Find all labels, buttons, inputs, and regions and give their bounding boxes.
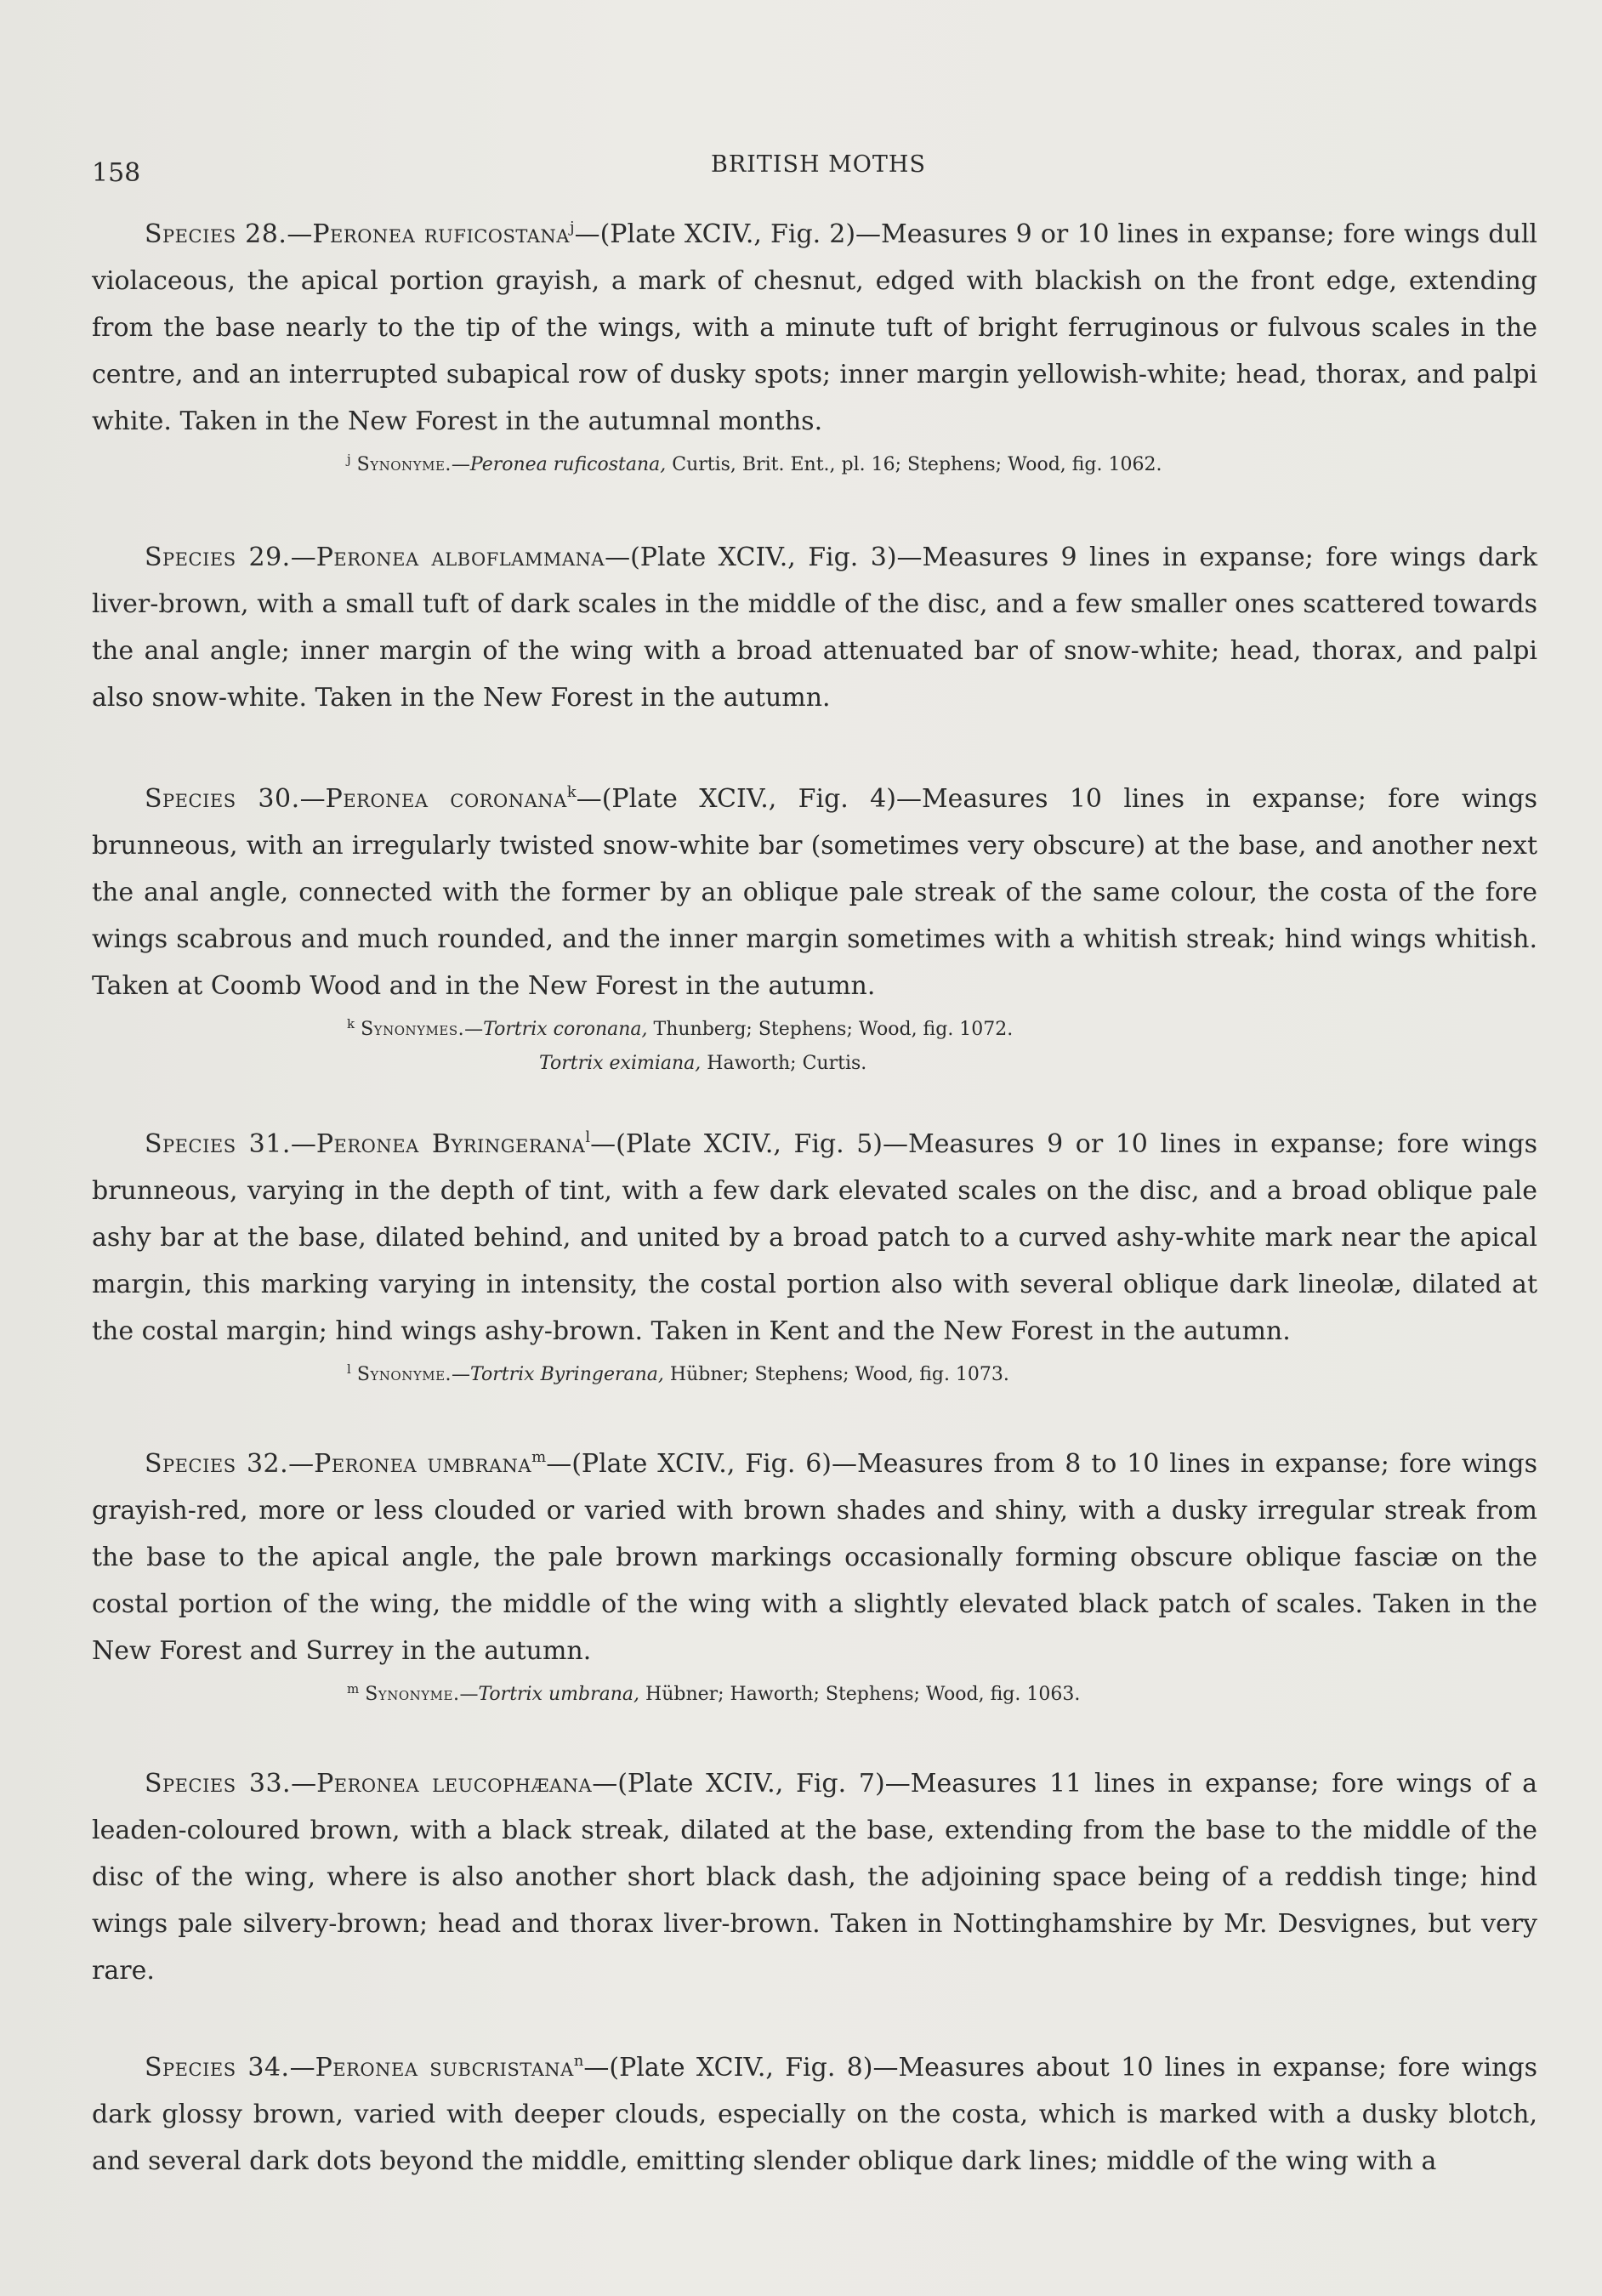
footnote-synonym: Tortrix Byringerana,	[470, 1364, 664, 1385]
species-name: Peronea alboflammana	[315, 543, 605, 572]
dash: —	[287, 219, 313, 249]
footnote	[92, 1358, 1537, 1392]
footnote-label: Synonyme.	[356, 454, 452, 475]
species-description: —Measures 10 lines in expanse; fore wings brunneous, with an irregularly twisted snow-white bar (sometimes very obscure) at the base, and another next the anal angle, connected with the former by an oblique pale streak of the same colour, the costa of the fore wings scabrous and much rounded, and the inner margin sometimes with a whitish streak; hind wings whitish. Taken at Coomb Wood and in the New Forest in the autumn.	[92, 784, 1538, 1001]
footnote-ref: k	[566, 783, 577, 801]
species-paragraph	[92, 776, 1537, 1009]
plate-reference: —(Plate XCIV., Fig. 3)	[605, 543, 897, 572]
plate-reference: —(Plate XCIV., Fig. 4)	[576, 784, 896, 814]
dash: —	[288, 1449, 315, 1479]
footnote-citation: Thunberg; Stephens; Wood, fig. 1072.	[647, 1019, 1014, 1040]
species-name: Peronea umbrana	[314, 1449, 532, 1479]
species-paragraph	[92, 2044, 1537, 2185]
species-entry-33	[92, 1760, 1537, 1994]
footnote-synonym: Tortrix coronana,	[483, 1019, 648, 1040]
species-paragraph	[92, 1121, 1537, 1355]
species-entry-28	[92, 211, 1537, 482]
species-entry-31	[92, 1121, 1537, 1392]
footnote-citation: Curtis, Brit. Ent., pl. 16; Stephens; Wood, fig. 1062.	[666, 454, 1162, 475]
dash: —	[290, 1129, 316, 1159]
dash: —	[289, 2053, 315, 2083]
footnote-ref: j	[569, 219, 575, 236]
species-label: Species 33.	[145, 1769, 292, 1799]
species-entry-32	[92, 1441, 1537, 1712]
footnote-ref: m	[531, 1448, 547, 1466]
footnote-dash: —	[459, 1684, 479, 1705]
footnote-dash: —	[451, 454, 470, 475]
species-description: —Measures 11 lines in expanse; fore wings of a leaden-coloured brown, with a black streak, dilated at the base, extending from the base to the middle of the disc of the wing, where is also another short black dash, the adjoining space being of a reddish tinge; hind wings pale silvery-brown; head and thorax liver-brown. Taken in Nottinghamshire by Mr. Desvignes, but very rare.	[92, 1769, 1538, 1986]
footnote	[92, 1678, 1537, 1712]
running-title: BRITISH MOTHS	[711, 151, 926, 178]
species-description: —Measures 9 or 10 lines in expanse; fore wings brunneous, varying in the depth of tint, with a few dark elevated scales on the disc, and a broad oblique pale ashy bar at the base, dilated behind, and united by a broad patch to a curved ashy-white mark near the apical margin, this marking varying in intensity, the costal portion also with several oblique dark lineolæ, dilated at the costal margin; hind wings ashy-brown. Taken in Kent and the New Forest in the autumn.	[92, 1129, 1538, 1346]
footnote-mark: l	[347, 1361, 351, 1377]
species-entry-30	[92, 776, 1537, 1081]
footnote-ref: l	[585, 1128, 591, 1146]
species-label: Species 31.	[145, 1129, 291, 1159]
species-label: Species 28.	[145, 219, 287, 249]
footnote-synonym-2: Tortrix eximiana,	[539, 1053, 702, 1074]
plate-reference: —(Plate XCIV., Fig. 8)	[583, 2053, 873, 2083]
footnote-label: Synonyme.	[356, 1364, 452, 1385]
footnote-citation: Hübner; Stephens; Wood, fig. 1073.	[663, 1364, 1009, 1385]
species-name: Peronea subcristana	[315, 2053, 574, 2083]
page-number: 158	[92, 158, 141, 188]
species-description: —Measures 9 lines in expanse; fore wings dark liver-brown, with a small tuft of dark scales in the middle of the disc, and a few smaller ones scattered towards the anal angle; inner margin of the wing with a broad attenuated bar of snow-white; head, thorax, and palpi also snow-white. Taken in the New Forest in the autumn.	[92, 543, 1538, 713]
page-header	[92, 151, 1537, 194]
footnote-dash: —	[464, 1019, 484, 1040]
footnote-mark: k	[347, 1016, 355, 1031]
footnote-citation-2: Haworth; Curtis.	[701, 1053, 867, 1074]
footnote-citation: Hübner; Haworth; Stephens; Wood, fig. 1063.	[639, 1684, 1081, 1705]
species-entry-34	[92, 2044, 1537, 2185]
dash: —	[299, 784, 326, 814]
plate-reference: —(Plate XCIV., Fig. 6)	[546, 1449, 832, 1479]
species-name: Peronea Byringerana	[315, 1129, 586, 1159]
footnote-mark: j	[347, 452, 351, 467]
footnote-mark: m	[347, 1681, 360, 1696]
footnote-continuation	[347, 1047, 1537, 1081]
species-label: Species 34.	[145, 2053, 290, 2083]
species-name: Peronea leucophæana	[316, 1769, 593, 1799]
footnote-synonym: Peronea ruficostana,	[469, 454, 667, 475]
species-description: —Measures 9 or 10 lines in expanse; fore wings dull violaceous, the apical portion grayish, a mark of chesnut, edged with blackish on the front edge, extending from the base nearly to the tip of the wings, with a minute tuft of bright ferruginous or fulvous scales in the centre, and an interrupted subapical row of dusky spots; inner margin yellowish-white; head, thorax, and palpi white. Taken in the New Forest in the autumnal months.	[92, 219, 1538, 436]
footnote-ref: n	[573, 2052, 584, 2070]
species-paragraph	[92, 1760, 1537, 1994]
species-entry-29	[92, 534, 1537, 721]
footnote	[92, 448, 1537, 482]
plate-reference: —(Plate XCIV., Fig. 2)	[574, 219, 856, 249]
species-description: —Measures from 8 to 10 lines in expanse; fore wings grayish-red, more or less clouded or varied with brown shades and shiny, with a dusky irregular streak from the base to the apical angle, the pale brown markings occasionally forming obscure oblique fasciæ on the costal portion of the wing, the middle of the wing with a slightly elevated black patch of scales. Taken in the New Forest and Surrey in the autumn.	[92, 1449, 1538, 1666]
footnote-synonym: Tortrix umbrana,	[478, 1684, 640, 1705]
dash: —	[291, 1769, 317, 1799]
species-paragraph	[92, 1441, 1537, 1674]
plate-reference: —(Plate XCIV., Fig. 5)	[590, 1129, 883, 1159]
footnote-label: Synonyme.	[365, 1684, 460, 1705]
dash: —	[290, 543, 316, 572]
species-name: Peronea ruficostana	[312, 219, 570, 249]
species-name: Peronea coronana	[325, 784, 567, 814]
species-label: Species 29.	[145, 543, 291, 572]
plate-reference: —(Plate XCIV., Fig. 7)	[592, 1769, 885, 1799]
species-label: Species 30.	[145, 784, 300, 814]
species-paragraph	[92, 211, 1537, 445]
footnote-label: Synonymes.	[361, 1019, 465, 1040]
species-label: Species 32.	[145, 1449, 289, 1479]
footnote-dash: —	[452, 1364, 471, 1385]
footnote	[92, 1013, 1537, 1081]
species-paragraph	[92, 534, 1537, 721]
species-description: —Measures about 10 lines in expanse; fore wings dark glossy brown, varied with deeper clouds, especially on the costa, which is marked with a dusky blotch, and several dark dots beyond the middle, emitting slender oblique dark lines; middle of the wing with a	[92, 2053, 1538, 2176]
